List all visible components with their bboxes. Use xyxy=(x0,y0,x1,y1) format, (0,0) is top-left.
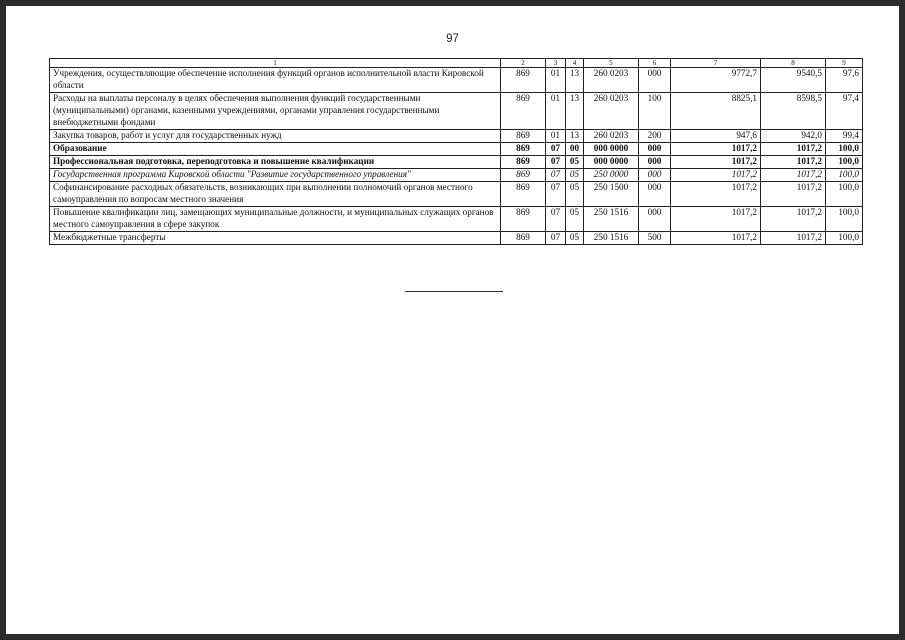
table-row xyxy=(50,182,863,207)
ministry-code: 869 xyxy=(501,130,546,143)
subsection-code: 05 xyxy=(566,232,584,245)
section-code: 01 xyxy=(546,68,566,93)
target-code: 260 0203 xyxy=(584,130,639,143)
target-code: 250 1516 xyxy=(584,207,639,232)
table-row xyxy=(50,93,863,130)
expense-type-code: 100 xyxy=(639,93,671,130)
subsection-code: 13 xyxy=(566,93,584,130)
column-number-4: 4 xyxy=(566,59,584,68)
page-number: 97 xyxy=(446,33,459,45)
budget-table xyxy=(49,58,863,245)
column-number-9: 9 xyxy=(826,59,863,68)
table-row xyxy=(50,169,863,182)
column-number-7: 7 xyxy=(671,59,761,68)
section-code: 07 xyxy=(546,207,566,232)
table-row xyxy=(50,156,863,169)
row-name: Повышение квалификации лиц, замещающих муниципальные должности, и муниципальных служащих органов местного самоуправления в сфере закупок xyxy=(50,207,501,232)
percent-value: 99,4 xyxy=(826,130,863,143)
section-code: 07 xyxy=(546,232,566,245)
column-number-8: 8 xyxy=(761,59,826,68)
percent-value: 100,0 xyxy=(826,232,863,245)
plan-value: 9772,7 xyxy=(671,68,761,93)
actual-value: 942,0 xyxy=(761,130,826,143)
ministry-code: 869 xyxy=(501,93,546,130)
target-code: 250 1500 xyxy=(584,182,639,207)
ministry-code: 869 xyxy=(501,143,546,156)
actual-value: 8598,5 xyxy=(761,93,826,130)
target-code: 250 0000 xyxy=(584,169,639,182)
plan-value: 1017,2 xyxy=(671,207,761,232)
section-code: 07 xyxy=(546,143,566,156)
plan-value: 1017,2 xyxy=(671,156,761,169)
column-number-1: 1 xyxy=(50,59,501,68)
row-name: Закупка товаров, работ и услуг для государственных нужд xyxy=(50,130,501,143)
ministry-code: 869 xyxy=(501,232,546,245)
actual-value: 1017,2 xyxy=(761,156,826,169)
ministry-code: 869 xyxy=(501,68,546,93)
actual-value: 1017,2 xyxy=(761,232,826,245)
row-name: Образование xyxy=(50,143,501,156)
percent-value: 97,4 xyxy=(826,93,863,130)
column-number-2: 2 xyxy=(501,59,546,68)
actual-value: 1017,2 xyxy=(761,143,826,156)
subsection-code: 05 xyxy=(566,169,584,182)
subsection-code: 00 xyxy=(566,143,584,156)
ministry-code: 869 xyxy=(501,207,546,232)
percent-value: 100,0 xyxy=(826,143,863,156)
table-row xyxy=(50,68,863,93)
expense-type-code: 000 xyxy=(639,156,671,169)
expense-type-code: 000 xyxy=(639,68,671,93)
column-number-5: 5 xyxy=(584,59,639,68)
expense-type-code: 200 xyxy=(639,130,671,143)
table-header-row xyxy=(50,59,863,68)
ministry-code: 869 xyxy=(501,156,546,169)
percent-value: 100,0 xyxy=(826,156,863,169)
table-row xyxy=(50,143,863,156)
percent-value: 100,0 xyxy=(826,207,863,232)
plan-value: 1017,2 xyxy=(671,182,761,207)
actual-value: 1017,2 xyxy=(761,169,826,182)
section-code: 01 xyxy=(546,130,566,143)
target-code: 260 0203 xyxy=(584,93,639,130)
row-name: Расходы на выплаты персоналу в целях обеспечения выполнения функций государственными (муниципальными) органами, казенными учреждениями, органами управления государственными внебюджетными фондами xyxy=(50,93,501,130)
plan-value: 1017,2 xyxy=(671,143,761,156)
target-code: 000 0000 xyxy=(584,143,639,156)
closing-line-divider xyxy=(405,291,503,292)
plan-value: 1017,2 xyxy=(671,169,761,182)
subsection-code: 13 xyxy=(566,68,584,93)
row-name: Межбюджетные трансферты xyxy=(50,232,501,245)
table-row xyxy=(50,207,863,232)
target-code: 250 1516 xyxy=(584,232,639,245)
ministry-code: 869 xyxy=(501,182,546,207)
section-code: 07 xyxy=(546,169,566,182)
subsection-code: 05 xyxy=(566,156,584,169)
actual-value: 1017,2 xyxy=(761,182,826,207)
row-name: Учреждения, осуществляющие обеспечение исполнения функций органов исполнительной власти Кировской области xyxy=(50,68,501,93)
subsection-code: 13 xyxy=(566,130,584,143)
subsection-code: 05 xyxy=(566,207,584,232)
percent-value: 100,0 xyxy=(826,182,863,207)
target-code: 000 0000 xyxy=(584,156,639,169)
column-number-3: 3 xyxy=(546,59,566,68)
section-code: 07 xyxy=(546,156,566,169)
expense-type-code: 000 xyxy=(639,207,671,232)
expense-type-code: 500 xyxy=(639,232,671,245)
section-code: 07 xyxy=(546,182,566,207)
table-row xyxy=(50,130,863,143)
actual-value: 9540,5 xyxy=(761,68,826,93)
percent-value: 97,6 xyxy=(826,68,863,93)
row-name: Государственная программа Кировской области "Развитие государственного управления" xyxy=(50,169,501,182)
expense-type-code: 000 xyxy=(639,169,671,182)
subsection-code: 05 xyxy=(566,182,584,207)
plan-value: 1017,2 xyxy=(671,232,761,245)
row-name: Софинансирование расходных обязательств, возникающих при выполнении полномочий органов местного самоуправления по вопросам местного значения xyxy=(50,182,501,207)
expense-type-code: 000 xyxy=(639,182,671,207)
ministry-code: 869 xyxy=(501,169,546,182)
plan-value: 947,6 xyxy=(671,130,761,143)
expense-type-code: 000 xyxy=(639,143,671,156)
document-page xyxy=(6,6,899,634)
plan-value: 8825,1 xyxy=(671,93,761,130)
column-number-6: 6 xyxy=(639,59,671,68)
percent-value: 100,0 xyxy=(826,169,863,182)
actual-value: 1017,2 xyxy=(761,207,826,232)
table-row xyxy=(50,232,863,245)
row-name: Профессиональная подготовка, переподготовка и повышение квалификации xyxy=(50,156,501,169)
section-code: 01 xyxy=(546,93,566,130)
target-code: 260 0203 xyxy=(584,68,639,93)
